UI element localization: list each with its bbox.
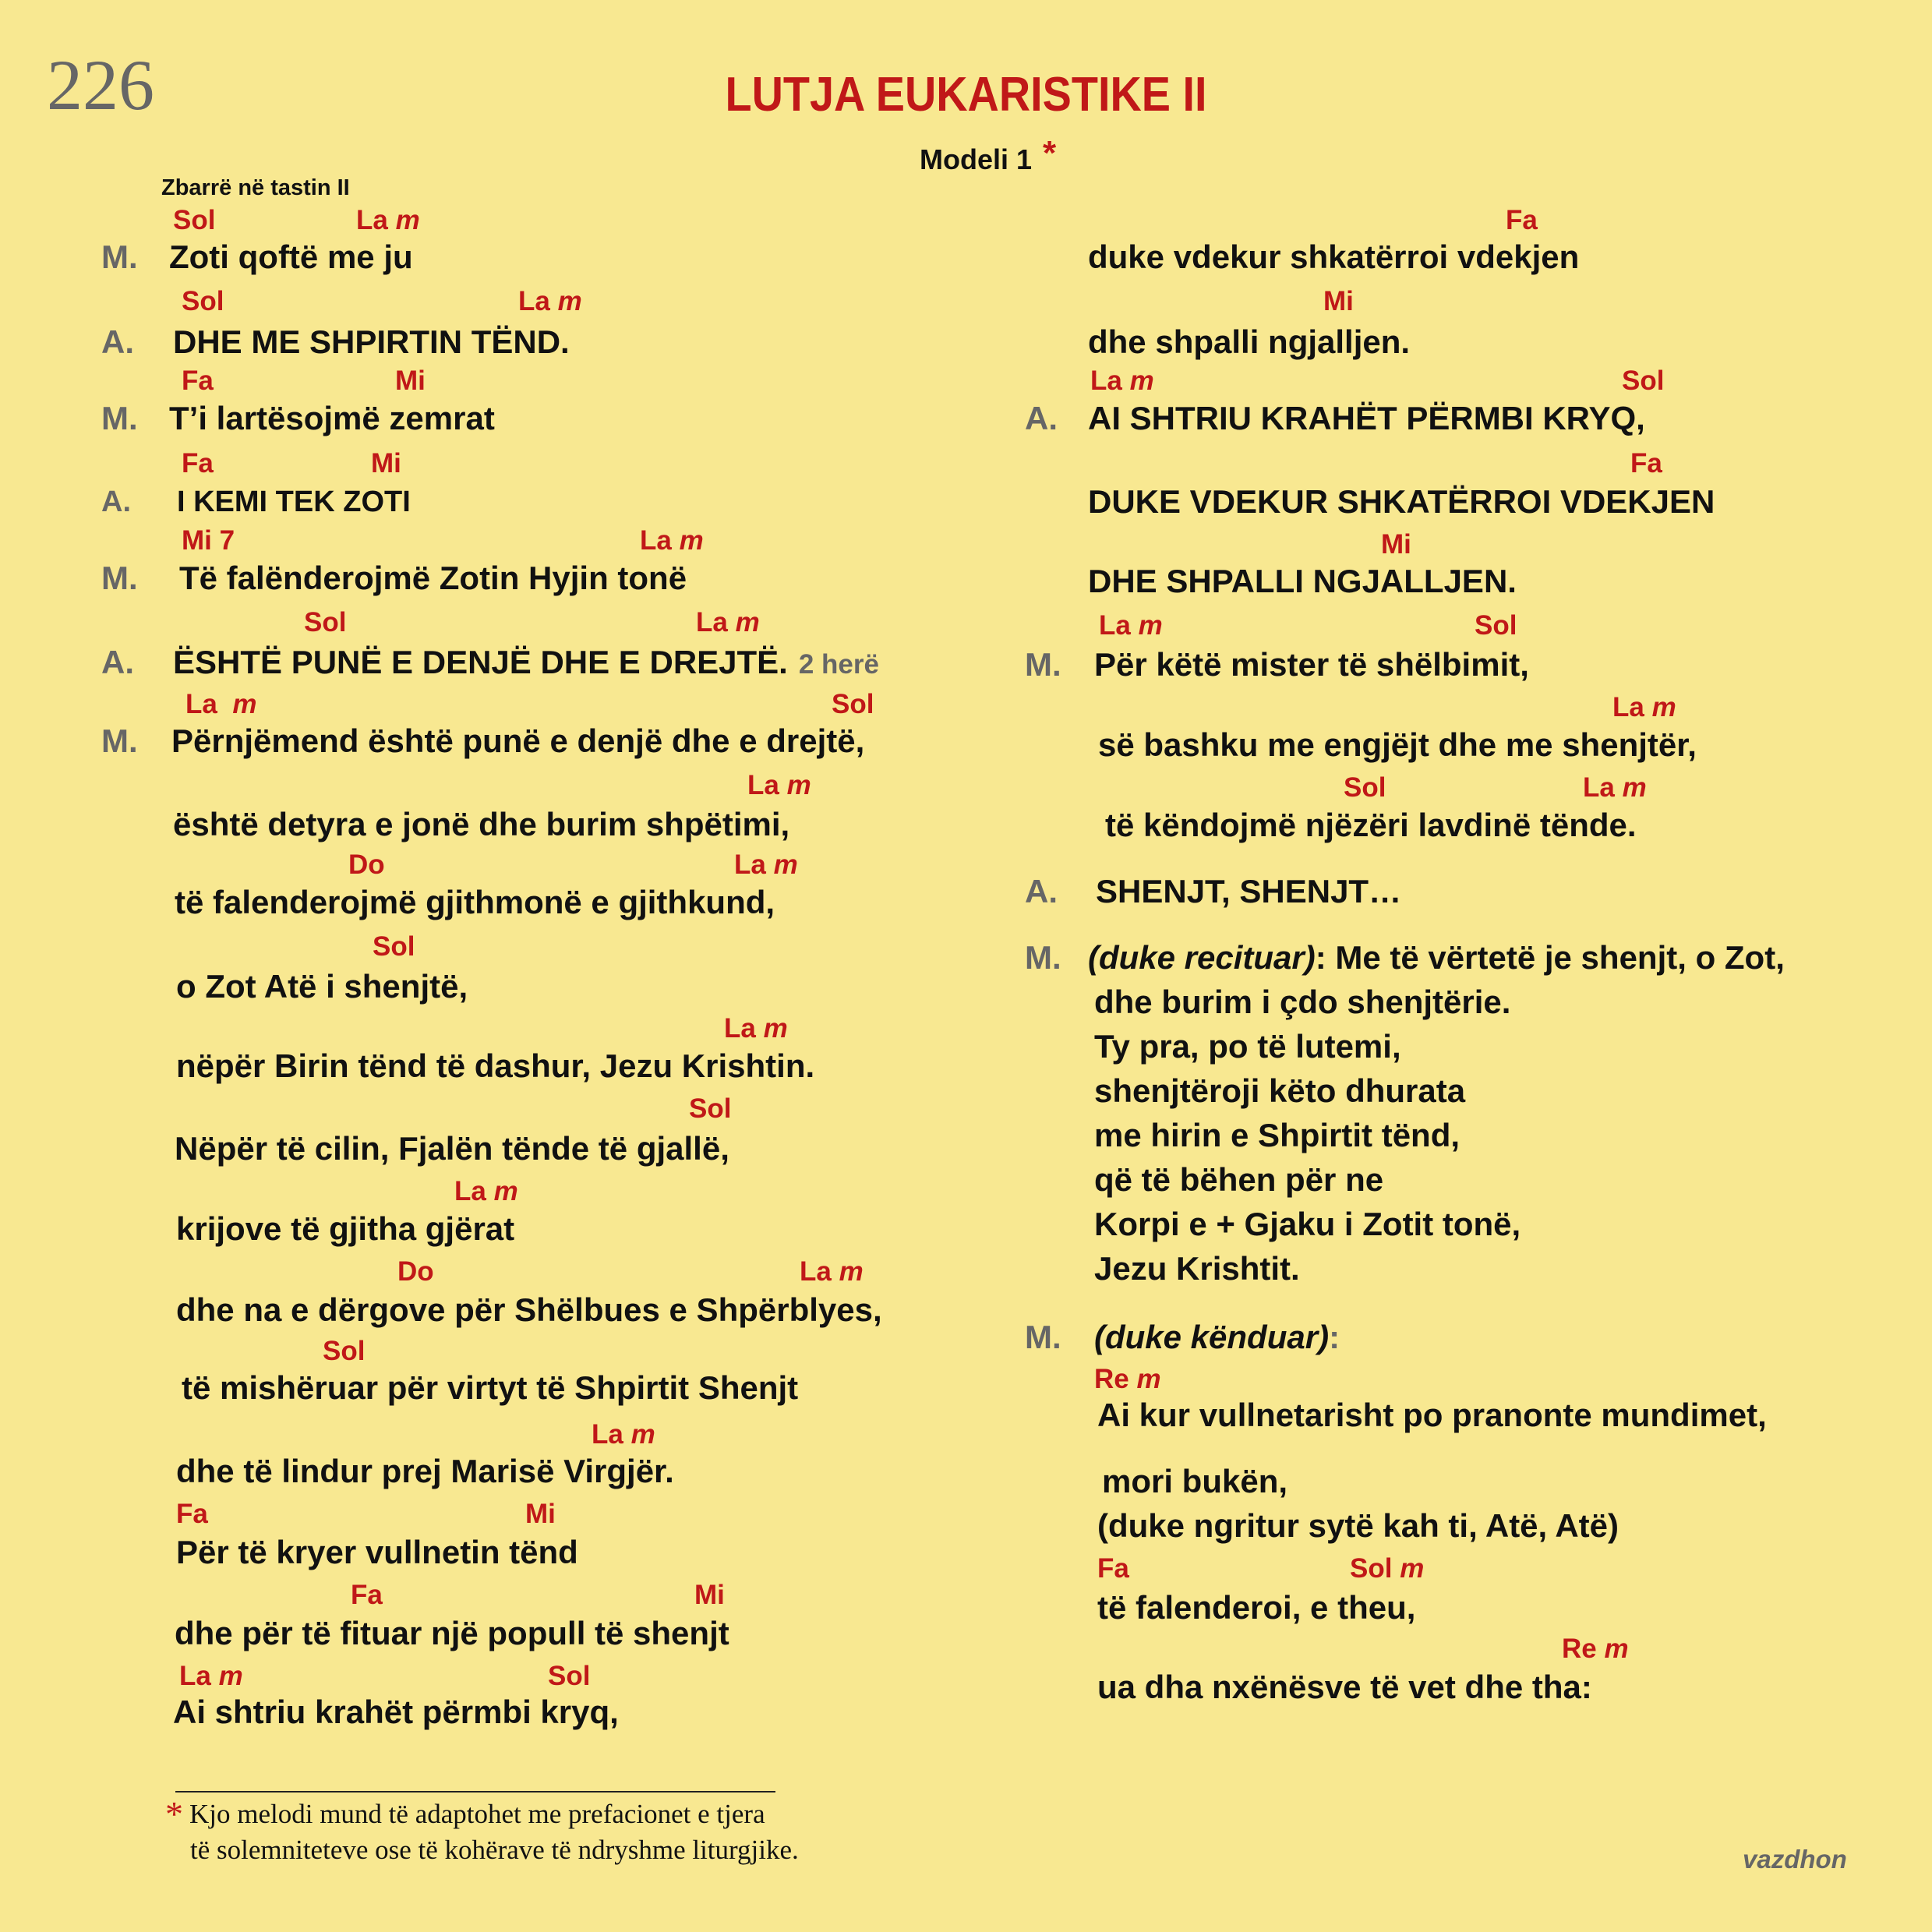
chord-la-minor — [179, 1661, 243, 1692]
chord-fa: Fa — [176, 1499, 208, 1529]
chord-mi: Mi — [694, 1580, 725, 1610]
page-number: 226 — [47, 45, 154, 125]
chord-root: La — [724, 1013, 756, 1044]
chord-minor-mark: m — [1129, 366, 1154, 396]
chord-la-minor — [592, 1419, 655, 1450]
chord-minor-mark: m — [1136, 1364, 1161, 1394]
chord-minor-mark: m — [1622, 772, 1647, 803]
chord-root: La — [1583, 772, 1615, 803]
chord-sol: Sol — [689, 1093, 732, 1124]
chord-fa: Fa — [1506, 205, 1538, 235]
chord-fa: Fa — [1097, 1553, 1129, 1584]
chord-re-minor — [1562, 1634, 1629, 1665]
speaker-m: M. — [101, 560, 138, 596]
lyric-line: nëpër Birin tënd të dashur, Jezu Krishtin. — [176, 1047, 815, 1084]
chord-la-minor — [696, 607, 760, 638]
chord-fa: Fa — [182, 366, 214, 396]
chord-sol: Sol — [832, 689, 874, 719]
speaker-m: M. — [1025, 646, 1061, 683]
chord-sol: Sol — [173, 205, 216, 235]
chord-la-minor — [747, 770, 811, 801]
speaker-m: M. — [101, 722, 138, 759]
chord-minor-mark: m — [679, 525, 704, 556]
lyric-line — [1094, 1319, 1340, 1356]
lyric-line: krijove të gjitha gjërat — [176, 1210, 515, 1247]
chord-sol: Sol — [548, 1661, 591, 1691]
lyric-line: I KEMI TEK ZOTI — [177, 486, 411, 518]
chord-do: Do — [348, 849, 385, 880]
rubric-text: (duke kënduar) — [1094, 1319, 1330, 1355]
chord-root: La — [1090, 366, 1122, 396]
chord-minor-mark: m — [232, 689, 257, 719]
chord-root: La — [734, 849, 766, 880]
chord-sol: Sol — [373, 931, 415, 962]
lyric-line: DHE SHPALLI NGJALLJEN. — [1088, 563, 1517, 599]
asterisk-mark: * — [165, 1794, 183, 1834]
chord-do: Do — [397, 1256, 434, 1287]
lyric-line: është detyra e jonë dhe burim shpëtimi, — [173, 806, 790, 842]
footnote-line: të solemniteteve ose të kohërave të ndryshme liturgjike. — [190, 1835, 799, 1865]
lyric-line: të këndojmë njëzëri lavdinë tënde. — [1105, 807, 1637, 843]
chord-mi: Mi — [525, 1499, 556, 1529]
lyric-line: të falenderojmë gjithmonë e gjithkund, — [175, 884, 775, 920]
chord-minor-mark: m — [786, 770, 811, 800]
chord-root: La — [800, 1256, 832, 1287]
lyric-line: dhe të lindur prej Marisë Virgjër. — [176, 1453, 674, 1489]
lyric-line: dhe për të fituar një popull të shenjt — [175, 1615, 729, 1651]
lyric-line — [1088, 939, 1785, 977]
chord-sol: Sol — [323, 1336, 366, 1366]
chord-sol: Sol — [1475, 610, 1517, 641]
repeat-note: 2 herë — [798, 649, 879, 680]
lyric-line: dhe shpalli ngjalljen. — [1088, 323, 1411, 360]
lyric-line: së bashku me engjëjt dhe me shenjtër, — [1098, 726, 1697, 763]
chord-la-minor — [518, 286, 582, 317]
footnote-divider — [175, 1791, 775, 1792]
speaker-m: M. — [1025, 1319, 1061, 1355]
speaker-a: A. — [1025, 400, 1058, 436]
lyric-line: të falenderoi, e theu, — [1097, 1589, 1416, 1626]
lyric-line: mori bukën, — [1102, 1463, 1288, 1499]
chord-minor-mark: m — [1604, 1634, 1629, 1664]
chord-minor-mark: m — [630, 1419, 655, 1450]
chord-root: La — [640, 525, 672, 556]
lyric-text: : — [1329, 1319, 1340, 1355]
chord-la-minor — [454, 1176, 518, 1207]
lyric-text: : Me të vërtetë je shenjt, o Zot, — [1315, 939, 1785, 976]
speaker-a: A. — [101, 486, 131, 518]
lyric-line: shenjtëroji këto dhurata — [1094, 1072, 1466, 1109]
lyric-line: duke vdekur shkatërroi vdekjen — [1088, 238, 1580, 275]
lyric-line: Jezu Krishtit. — [1094, 1250, 1300, 1287]
lyric-text: ËSHTË PUNË E DENJË DHE E DREJTË. — [173, 644, 788, 680]
chord-fa: Fa — [1630, 448, 1662, 479]
lyric-line: me hirin e Shpirtit tënd, — [1094, 1117, 1460, 1153]
chord-root: La — [185, 689, 217, 719]
lyric-line: dhe burim i çdo shenjtërie. — [1094, 984, 1511, 1020]
chord-root: La — [356, 205, 388, 235]
chord-minor-mark: m — [1138, 610, 1163, 641]
lyric-line: AI SHTRIU KRAHËT PËRMBI KRYQ, — [1088, 400, 1645, 436]
speaker-m: M. — [1025, 939, 1061, 976]
chord-la-minor — [1099, 610, 1163, 641]
lyric-line: Ty pra, po të lutemi, — [1094, 1028, 1401, 1065]
lyric-line: T’i lartësojmë zemrat — [169, 400, 495, 436]
chord-root: La — [1612, 692, 1644, 722]
chord-la-minor — [185, 689, 256, 720]
chord-mi: Mi — [371, 448, 401, 479]
rubric-text: (duke recituar) — [1088, 939, 1316, 976]
chord-minor-mark: m — [395, 205, 420, 235]
lyric-line — [173, 644, 879, 681]
chord-mi: Mi — [1323, 286, 1354, 316]
chord-sol: Sol — [1344, 772, 1386, 803]
footnote-text: Kjo melodi mund të adaptohet me prefacionet e tjera — [189, 1799, 765, 1829]
lyric-line: Zoti qoftë me ju — [169, 238, 413, 275]
chord-minor-mark: m — [1400, 1553, 1425, 1584]
subtitle-text: Modeli 1 — [920, 143, 1033, 175]
speaker-m: M. — [101, 400, 138, 436]
chord-root: La — [179, 1661, 211, 1691]
lyric-line: o Zot Atë i shenjtë, — [176, 968, 468, 1005]
chord-minor-mark: m — [1651, 692, 1676, 722]
asterisk-mark: * — [1043, 134, 1057, 172]
chord-minor-mark: m — [763, 1013, 788, 1044]
chord-minor-mark: m — [218, 1661, 243, 1691]
capo-instruction: Zbarrë në tastin II — [161, 175, 350, 200]
chord-la-minor — [734, 849, 798, 881]
chord-root: Re — [1094, 1364, 1129, 1394]
chord-root: La — [454, 1176, 486, 1206]
lyric-line: Të falënderojmë Zotin Hyjin tonë — [179, 560, 687, 596]
chord-la-minor — [640, 525, 704, 556]
chord-root: La — [592, 1419, 623, 1450]
lyric-line: të mishëruar për virtyt të Shpirtit Shenjt — [182, 1369, 799, 1406]
chord-la-minor — [1612, 692, 1676, 723]
chord-minor-mark: m — [493, 1176, 518, 1206]
chord-la-minor — [356, 205, 420, 236]
speaker-a: A. — [101, 323, 134, 360]
lyric-line: SHENJT, SHENJT… — [1096, 873, 1402, 909]
chord-fa: Fa — [351, 1580, 383, 1610]
lyric-line: Ai shtriu krahët përmbi kryq, — [173, 1694, 619, 1730]
chord-root: La — [696, 607, 728, 638]
lyric-line: (duke ngritur sytë kah ti, Atë, Atë) — [1097, 1507, 1619, 1544]
chord-sol: Sol — [1622, 366, 1665, 396]
chord-la-minor — [724, 1013, 788, 1044]
chord-mi: Mi — [1381, 529, 1411, 560]
chord-minor-mark: m — [839, 1256, 864, 1287]
speaker-a: A. — [1025, 873, 1058, 909]
lyric-line: që të bëhen për ne — [1094, 1161, 1384, 1198]
chord-root: Re — [1562, 1634, 1597, 1664]
chord-mi: Mi — [395, 366, 426, 396]
chord-la-minor — [1583, 772, 1647, 804]
chord-sol: Sol — [304, 607, 347, 638]
chord-sol: Sol — [182, 286, 224, 316]
lyric-line: dhe na e dërgove për Shëlbues e Shpërblyes, — [176, 1291, 882, 1328]
chord-minor-mark: m — [557, 286, 582, 316]
chord-sol-minor — [1350, 1553, 1424, 1584]
chord-root: La — [518, 286, 550, 316]
chord-root: La — [1099, 610, 1131, 641]
lyric-line: ua dha nxënësve të vet dhe tha: — [1097, 1669, 1592, 1705]
continuation-note: vazdhon — [1743, 1845, 1847, 1874]
page-title: LUTJA EUKARISTIKE II — [725, 68, 1207, 122]
lyric-line: Për këtë mister të shëlbimit, — [1094, 646, 1529, 683]
lyric-line: Për të kryer vullnetin tënd — [176, 1534, 578, 1570]
chord-la-minor — [1090, 366, 1154, 397]
footnote — [165, 1796, 799, 1868]
chord-re-minor — [1094, 1364, 1161, 1395]
chord-minor-mark: m — [735, 607, 760, 638]
lyric-line: Ai kur vullnetarisht po pranonte mundimet, — [1097, 1397, 1767, 1433]
chord-mi7: Mi 7 — [182, 525, 235, 556]
rubric-reciting — [1088, 939, 1316, 976]
lyric-line: Përnjëmend është punë e denjë dhe e drejtë, — [171, 722, 865, 759]
chord-minor-mark: m — [773, 849, 798, 880]
lyric-line: Korpi e + Gjaku i Zotit tonë, — [1094, 1206, 1521, 1242]
chord-root: La — [747, 770, 779, 800]
speaker-a: A. — [101, 644, 134, 680]
chord-root: Sol — [1350, 1553, 1393, 1584]
footnote-line — [165, 1796, 799, 1832]
chord-fa: Fa — [182, 448, 214, 479]
lyric-line: Nëpër të cilin, Fjalën tënde të gjallë, — [175, 1130, 729, 1167]
speaker-m: M. — [101, 238, 138, 275]
lyric-line: DHE ME SHPIRTIN TËND. — [173, 323, 570, 360]
lyric-line: DUKE VDEKUR SHKATËRROI VDEKJEN — [1088, 483, 1715, 520]
subtitle — [920, 134, 1056, 176]
chord-la-minor — [800, 1256, 864, 1287]
